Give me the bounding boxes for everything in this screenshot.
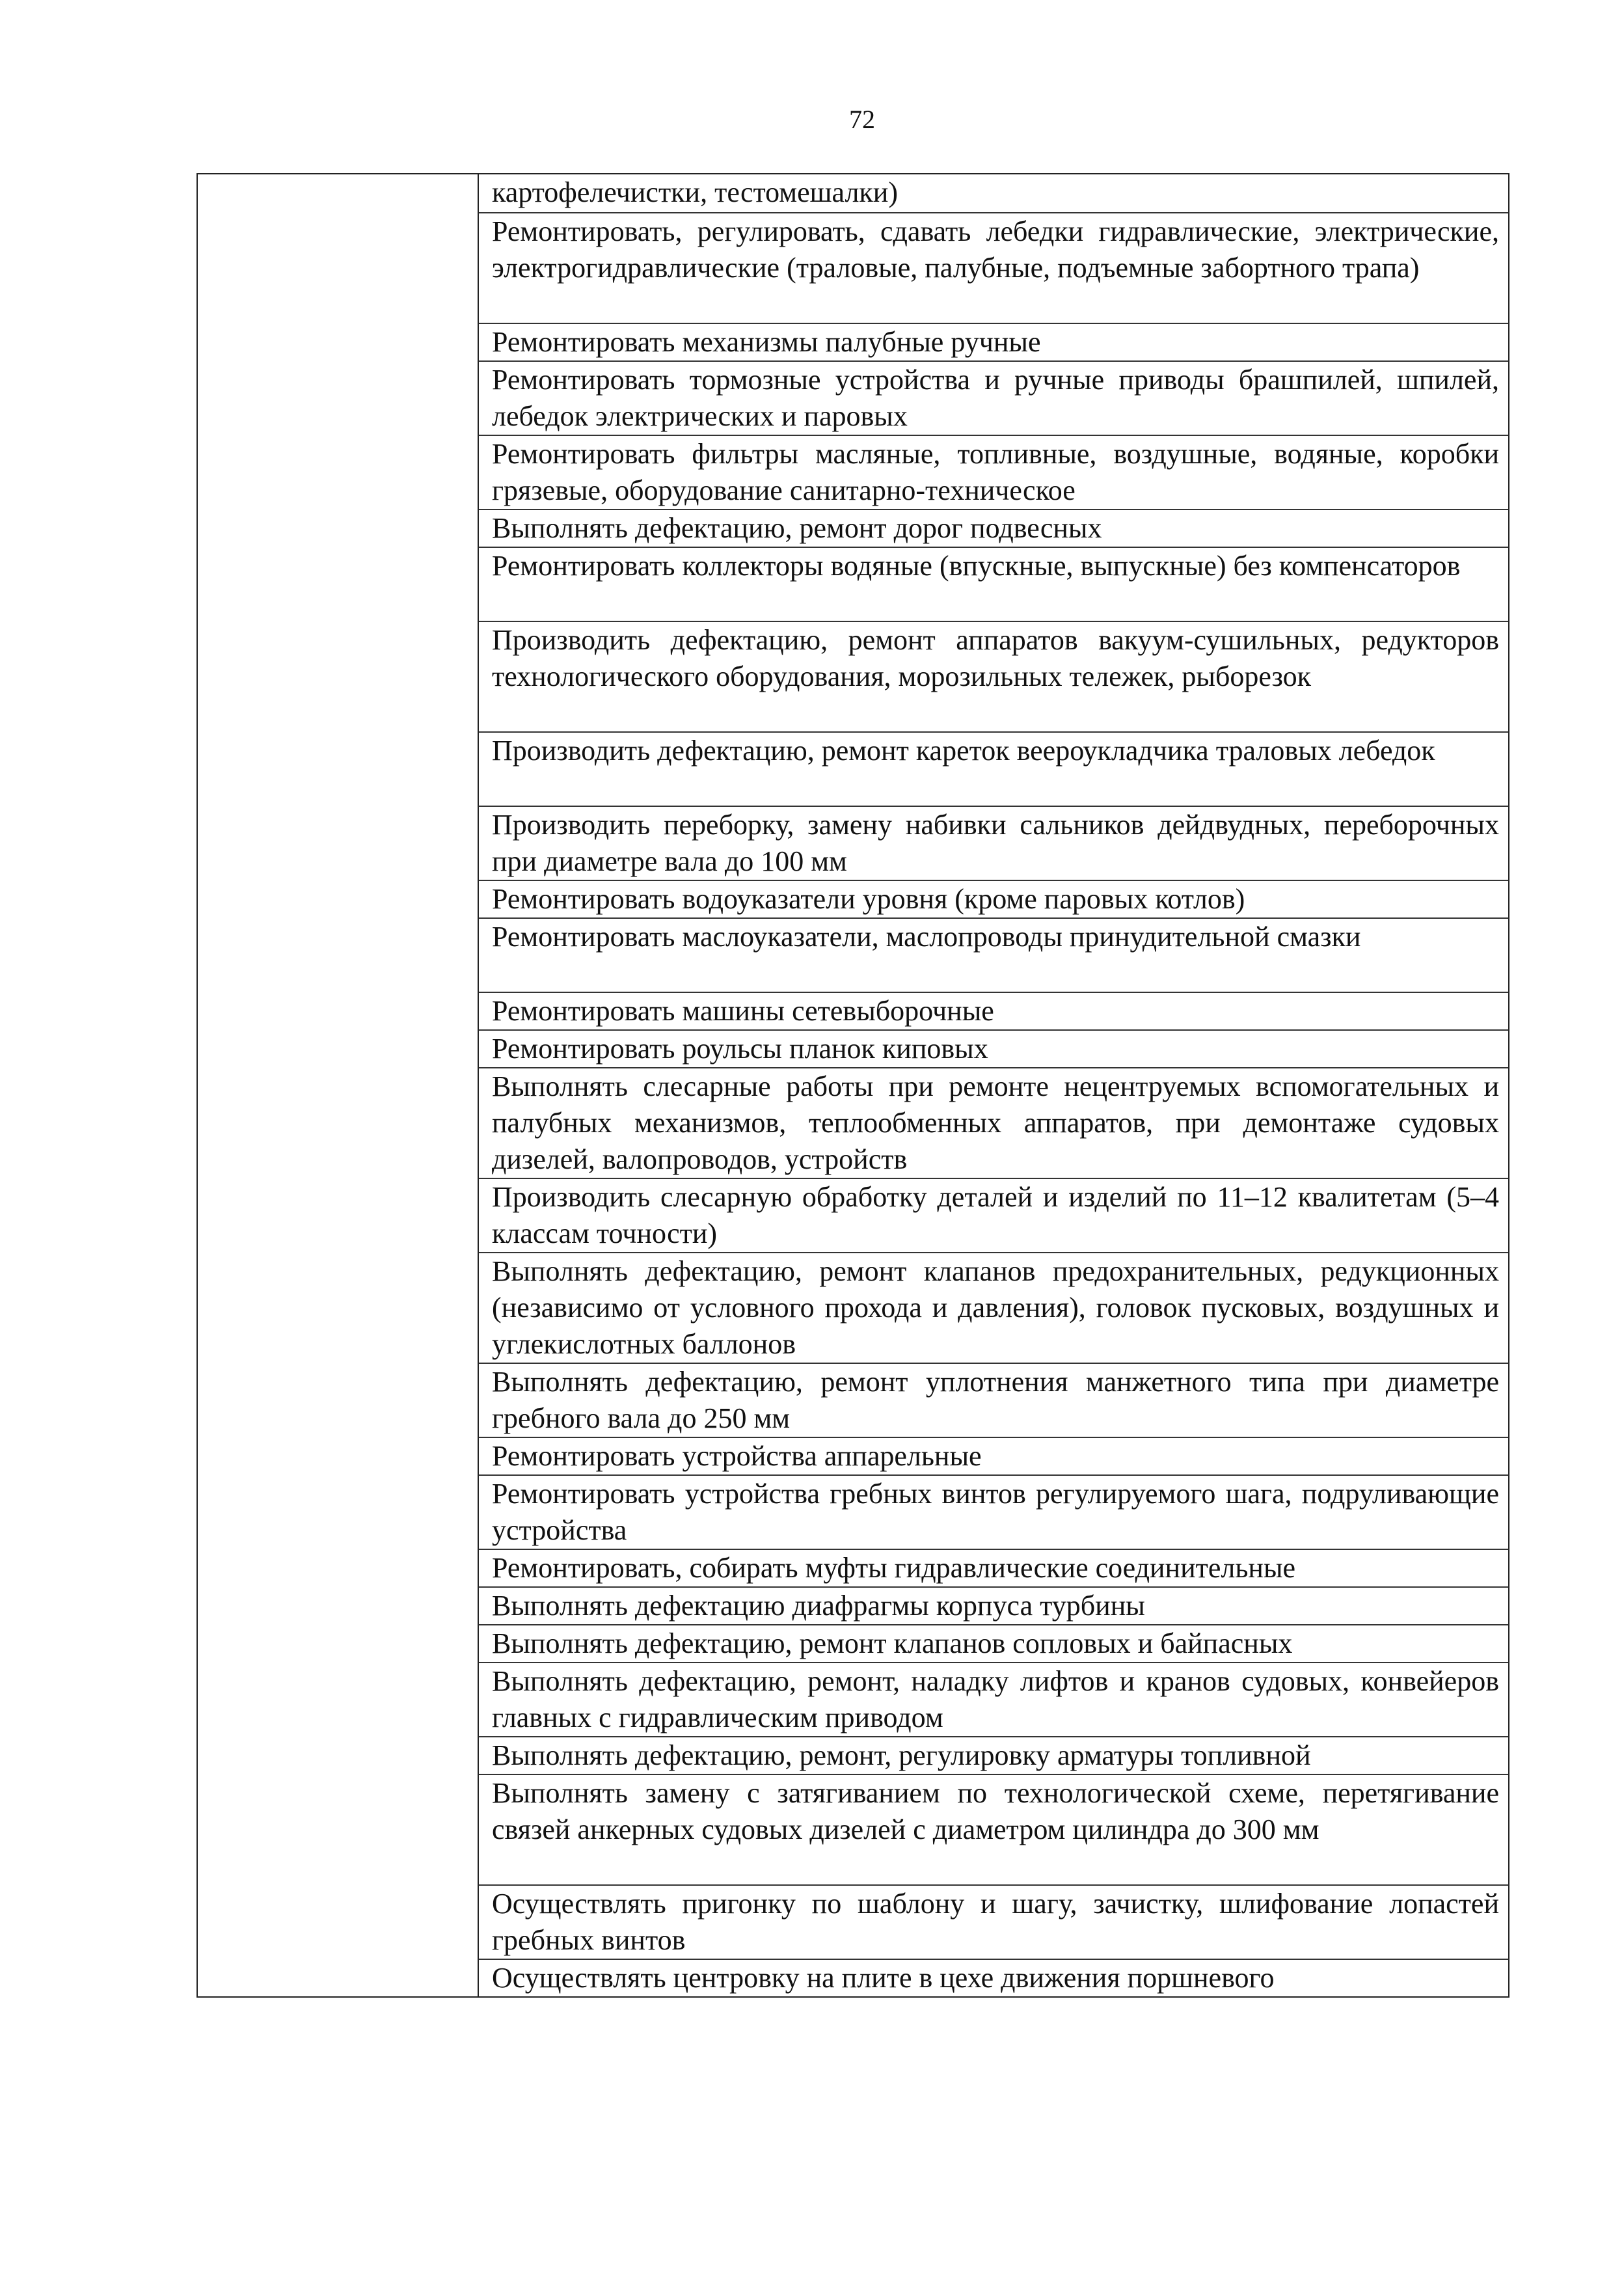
work-item: Выполнять дефектацию, ремонт клапанов предохранительных, редукционных (независимо от условного прохода и давления), головок пусковых, воздушных и углекислотных баллонов bbox=[479, 1252, 1508, 1363]
work-item: Выполнять слесарные работы при ремонте нецентруемых вспомогательных и палубных механизмов, теплообменных аппаратов, при демонтаже судовых дизелей, валопроводов, устройств bbox=[479, 1067, 1508, 1178]
work-item: Ремонтировать устройства аппарельные bbox=[479, 1437, 1508, 1474]
work-item: Ремонтировать машины сетевыборочные bbox=[479, 992, 1508, 1029]
table-row bbox=[197, 174, 1509, 1997]
work-item: картофелечистки, тестомешалки) bbox=[492, 176, 898, 208]
work-item: Ремонтировать механизмы палубные ручные bbox=[479, 323, 1508, 360]
work-item: Ремонтировать роульсы планок киповых bbox=[479, 1029, 1508, 1067]
work-item: Ремонтировать фильтры масляные, топливные, воздушные, водяные, коробки грязевые, оборудование санитарно-техническое bbox=[479, 435, 1508, 509]
left-empty-cell bbox=[197, 174, 478, 1997]
work-item: Производить дефектацию, ремонт аппаратов вакуум-сушильных, редукторов технологического оборудования, морозильных тележек, рыборезок bbox=[479, 621, 1508, 731]
work-items-cell bbox=[478, 174, 1509, 1997]
work-item: Производить слесарную обработку деталей и изделий по 11–12 квалитетам (5–4 классам точности) bbox=[479, 1178, 1508, 1252]
work-item: Ремонтировать, регулировать, сдавать лебедки гидравлические, электрические, электрогидравлические (траловые, палубные, подъемные забортного трапа) bbox=[479, 212, 1508, 323]
work-table bbox=[196, 173, 1509, 1998]
work-item: Ремонтировать, собирать муфты гидравлические соединительные bbox=[479, 1549, 1508, 1586]
work-item: Производить дефектацию, ремонт кареток веероукладчика траловых лебедок bbox=[479, 731, 1508, 806]
work-items-list bbox=[479, 174, 1508, 1996]
work-item: Ремонтировать тормозные устройства и ручные приводы брашпилей, шпилей, лебедок электрических и паровых bbox=[479, 360, 1508, 435]
work-item: Осуществлять пригонку по шаблону и шагу, зачистку, шлифование лопастей гребных винтов bbox=[479, 1884, 1508, 1959]
work-item: Ремонтировать водоуказатели уровня (кроме паровых котлов) bbox=[479, 880, 1508, 917]
work-item: Выполнять дефектацию, ремонт, наладку лифтов и кранов судовых, конвейеров главных с гидравлическим приводом bbox=[479, 1662, 1508, 1736]
work-item: Выполнять дефектацию, ремонт клапанов сопловых и байпасных bbox=[479, 1624, 1508, 1662]
work-item: Ремонтировать коллекторы водяные (впускные, выпускные) без компенсаторов bbox=[479, 547, 1508, 621]
work-item: Выполнять замену с затягиванием по технологической схеме, перетягивание связей анкерных судовых дизелей с диаметром цилиндра до 300 мм bbox=[479, 1774, 1508, 1884]
work-item: Выполнять дефектацию диафрагмы корпуса турбины bbox=[479, 1586, 1508, 1624]
page-number: 72 bbox=[849, 105, 875, 134]
work-item: Выполнять дефектацию, ремонт уплотнения манжетного типа при диаметре гребного вала до 250 мм bbox=[479, 1363, 1508, 1437]
work-item: Выполнять дефектацию, ремонт дорог подвесных bbox=[479, 509, 1508, 547]
work-item: Осуществлять центровку на плите в цехе движения поршневого bbox=[479, 1959, 1508, 1996]
work-item: Производить переборку, замену набивки сальников дейдвудных, переборочных при диаметре вала до 100 мм bbox=[479, 806, 1508, 880]
work-item: Ремонтировать устройства гребных винтов регулируемого шага, подруливающие устройства bbox=[479, 1474, 1508, 1549]
work-item: Выполнять дефектацию, ремонт, регулировку арматуры топливной bbox=[479, 1736, 1508, 1774]
work-item: Ремонтировать маслоуказатели, маслопроводы принудительной смазки bbox=[479, 917, 1508, 992]
